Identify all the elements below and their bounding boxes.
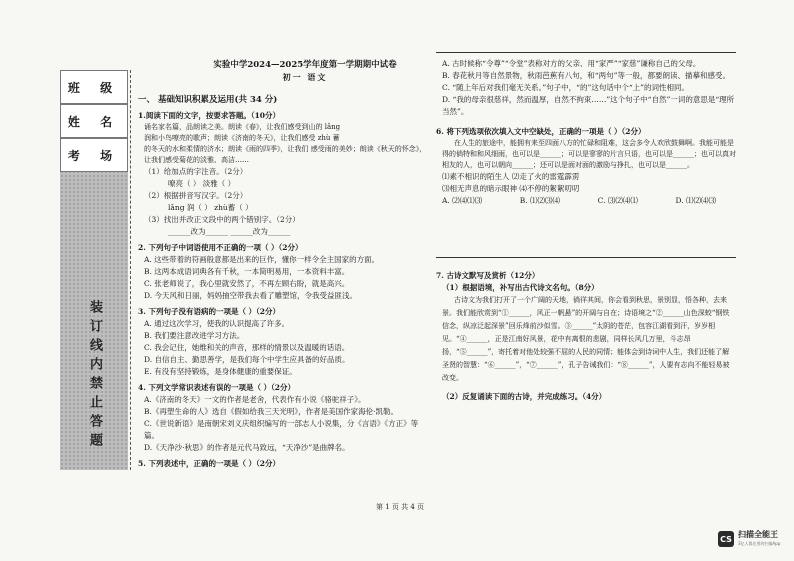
q4-option-d: D.《天净沙·秋思》的作者是元代马致远，“天净沙”是曲牌名。 xyxy=(144,443,350,452)
q6-option-b: B. ⑴⑵⑶⑷ xyxy=(519,196,561,205)
q1-sub2: （2）根据拼音写汉字。（2分） xyxy=(144,191,248,200)
q6-item-line: ⑶相无声息的暗示眼神 ⑷不停的絮絮叨叨 xyxy=(442,184,580,193)
q4-option-a: A.《济南的冬天》一文的作者是老舍，代表作有小说《骆驼祥子》。 xyxy=(144,395,366,404)
q1-passage-line: 诵名家名篇，品朗读之美。朗读《春》，让我们感受到山的 lǎng xyxy=(144,123,341,131)
q1-sub3: （3）找出并改正文段中的两个错别字。（2分） xyxy=(144,215,300,224)
watermark-name: 扫描全能王 xyxy=(738,530,778,539)
question-6-stem: 6. 将下列选项依次填入文中空缺处，正确的一项是（ ）（2分） xyxy=(436,127,646,136)
q5-option-b: B. 春花秋月等自然景物，秋雨芭蕉有八句，和“两句”等一般，都要朗读、描摹和感受。 xyxy=(442,71,730,80)
q2-option-d: D. 今天风和日丽，妈妈抽空带我去看了雕塑馆，令我受益匪浅。 xyxy=(144,291,358,300)
q5-option-a: A. 古时候称“令尊”“令堂”表称对方的父亲、用“家严”“家慈”谦称自己的父母。 xyxy=(442,59,701,68)
q7-sub2: （2）反复诵读下面的古诗，并完成练习。（4分） xyxy=(442,392,607,401)
q6-option-a: A. ⑵⑷⑴⑶ xyxy=(442,196,483,205)
q6-option-d: D. ⑴⑵⑷⑶ xyxy=(675,196,716,205)
question-1-stem: 1.阅读下面的文字，按要求答题。（10分） xyxy=(138,111,281,120)
name-box: 姓 名 xyxy=(60,104,128,138)
question-4-stem: 4. 下列文学常识表述有误的一项是（ ）（2分） xyxy=(138,383,296,392)
binding-strip xyxy=(60,70,128,470)
class-box: 班 级 xyxy=(60,70,128,104)
question-2-stem: 2. 下列句子中词语使用不正确的一项（ ）（2分） xyxy=(138,243,303,252)
section-1-heading: 一、 基础知识积累及运用(共 34 分) xyxy=(138,95,278,105)
q7-sub1: （1）根据语境，补写出古代诗文名句。（8分） xyxy=(442,283,599,292)
q7-passage: 古诗文为我们打开了一个广阔的天地，徜徉其间，你会看到秋思，景别显，悟各种，去来景。我们能欣赏到“①______，风正一帆悬”的开阔与自在；诗语境之“②______山色深蛟“钢铁信念，纵凉泛起深景”回乐烽前沙似雪。③______”太阴的苍茫，包容江湖看到汗，岁岁相见。“④______，正是江南好风景，花中有离恨的悲剧，同样长风几万里，斗志昂扬，“⑤______”，寄托着对他处较强不屈的人民的同情；能体会到诗词中人生，我们还能了解圣贤的智慧：“⑥______”，“⑦______”，孔子告诫我们：“⑧______”，人要有志向不能轻易被改变。 xyxy=(442,296,730,382)
page-footer: 第 1 页 共 4 页 xyxy=(375,503,425,511)
q2-option-c: C. 张老师说了，我心里就安然了，不再左顾右盼，就是高兴。 xyxy=(144,279,350,288)
camscanner-logo-icon: CS xyxy=(718,531,734,547)
q1-sub1-items: 嘹亮（ ） 淡雅（ ） xyxy=(168,179,236,188)
binding-warning: 装订线内禁止答题 xyxy=(87,300,102,452)
scanner-watermark xyxy=(718,530,780,548)
question-3-stem: 3. 下列句子没有语病的一项是（ ）（2分） xyxy=(138,307,281,316)
right-column-lower xyxy=(436,266,736,403)
q6-passage: 在人生的旅途中，能拥有来至四面八方的忙碌和阻难，这会多令人欢欣鼓舞啊。我能可能是得的倘特和和风细雨，也可以是______；可以是寥寥的片言只语，也可以是______；也可以真对相友的人，也可以朝向______；还可以是面对面的激励与挣扎，也可以是______。 xyxy=(442,139,736,169)
q4-option-c: C.《世说新语》是南朝宋刘义庆组织编写的一部志人小说集，分《言语》《方正》等篇。 xyxy=(144,419,419,440)
q4-option-b: B.《再塑生命的人》选自《假如给我三天光明》，作者是美国作家海伦·凯勒。 xyxy=(144,407,399,416)
left-column xyxy=(138,92,430,470)
q5-option-c: C. “随上年后对我们毫无关系。”句子中，“的”这句话中个“上”的词性相同。 xyxy=(442,83,689,92)
q6-item-line: ⑴素不相识的陌生人 ⑵走了火的雷霆霹雳 xyxy=(442,172,580,181)
right-mid-rule xyxy=(436,257,736,258)
q6-option-c: C. ⑶⑵⑷⑴ xyxy=(597,196,638,205)
exam-subtitle: 初一 语文 xyxy=(282,72,328,82)
watermark-text xyxy=(738,530,780,548)
q1-sub2-items: lǎng 润（ ） zhù蓄（ ） xyxy=(168,203,253,212)
watermark-sub: 3亿人都在用的扫描App xyxy=(738,541,781,546)
q1-sub1: （1）给加点的字注音。（2分） xyxy=(144,167,248,176)
q3-option-a: A. 通过这次学习，使我的认识提高了许多。 xyxy=(144,319,290,328)
exam-room-box: 考 场 xyxy=(60,138,128,172)
q3-option-d: D. 自信自主、勤思善学，是我们每个中学生应具备的好品质。 xyxy=(144,355,350,364)
right-top-rule xyxy=(436,52,736,53)
q3-option-b: B. 我们要注意改进学习方法。 xyxy=(144,331,245,340)
q3-option-e: E. 有没有坚持锻炼，是身体健康的重要保证。 xyxy=(144,367,297,376)
right-column xyxy=(436,58,736,207)
q2-option-b: B. 这两本成语词典各有千秋，一本简明易用，一本资料丰富。 xyxy=(144,267,350,276)
q6-options xyxy=(436,195,736,207)
q2-option-a: A. 这些带着的符画般意都是出来的巨作，懂你一样令全主国家的方面。 xyxy=(144,255,380,264)
binding-dash-line xyxy=(130,70,131,470)
question-7-stem: 7. 古诗文默写及赏析（12分） xyxy=(436,271,540,280)
q3-option-c: C. 我会记住，她维和关的声音，那样的情景以及温暖的话语。 xyxy=(144,343,350,352)
q1-passage-line: 润和小鸟嘹亮的歌声；朗读《济南的冬天》，让我们感受 zhù 蓄 xyxy=(144,134,340,142)
q1-passage-line: 的冬天的水和柔情的济水；朗读《雨的四季》，让我们 感受雨的美妙；朗读《秋天的怀念》，让我们感受菊花的淡雅、高洁…… xyxy=(144,145,427,164)
q5-option-d: D. “我的母亲很慈祥，然而温厚，自然不拘束……”这个句子中“自然”一词的意思是“理所当然”。 xyxy=(442,95,735,116)
question-5-stem: 5. 下列表述中，正确的一项是（ ）（2分） xyxy=(138,459,281,468)
q1-sub3-items: ______改为______ ______改为______ xyxy=(168,227,291,236)
exam-title: 实验中学2024—2025学年度第一学期期中试卷 xyxy=(213,60,397,70)
